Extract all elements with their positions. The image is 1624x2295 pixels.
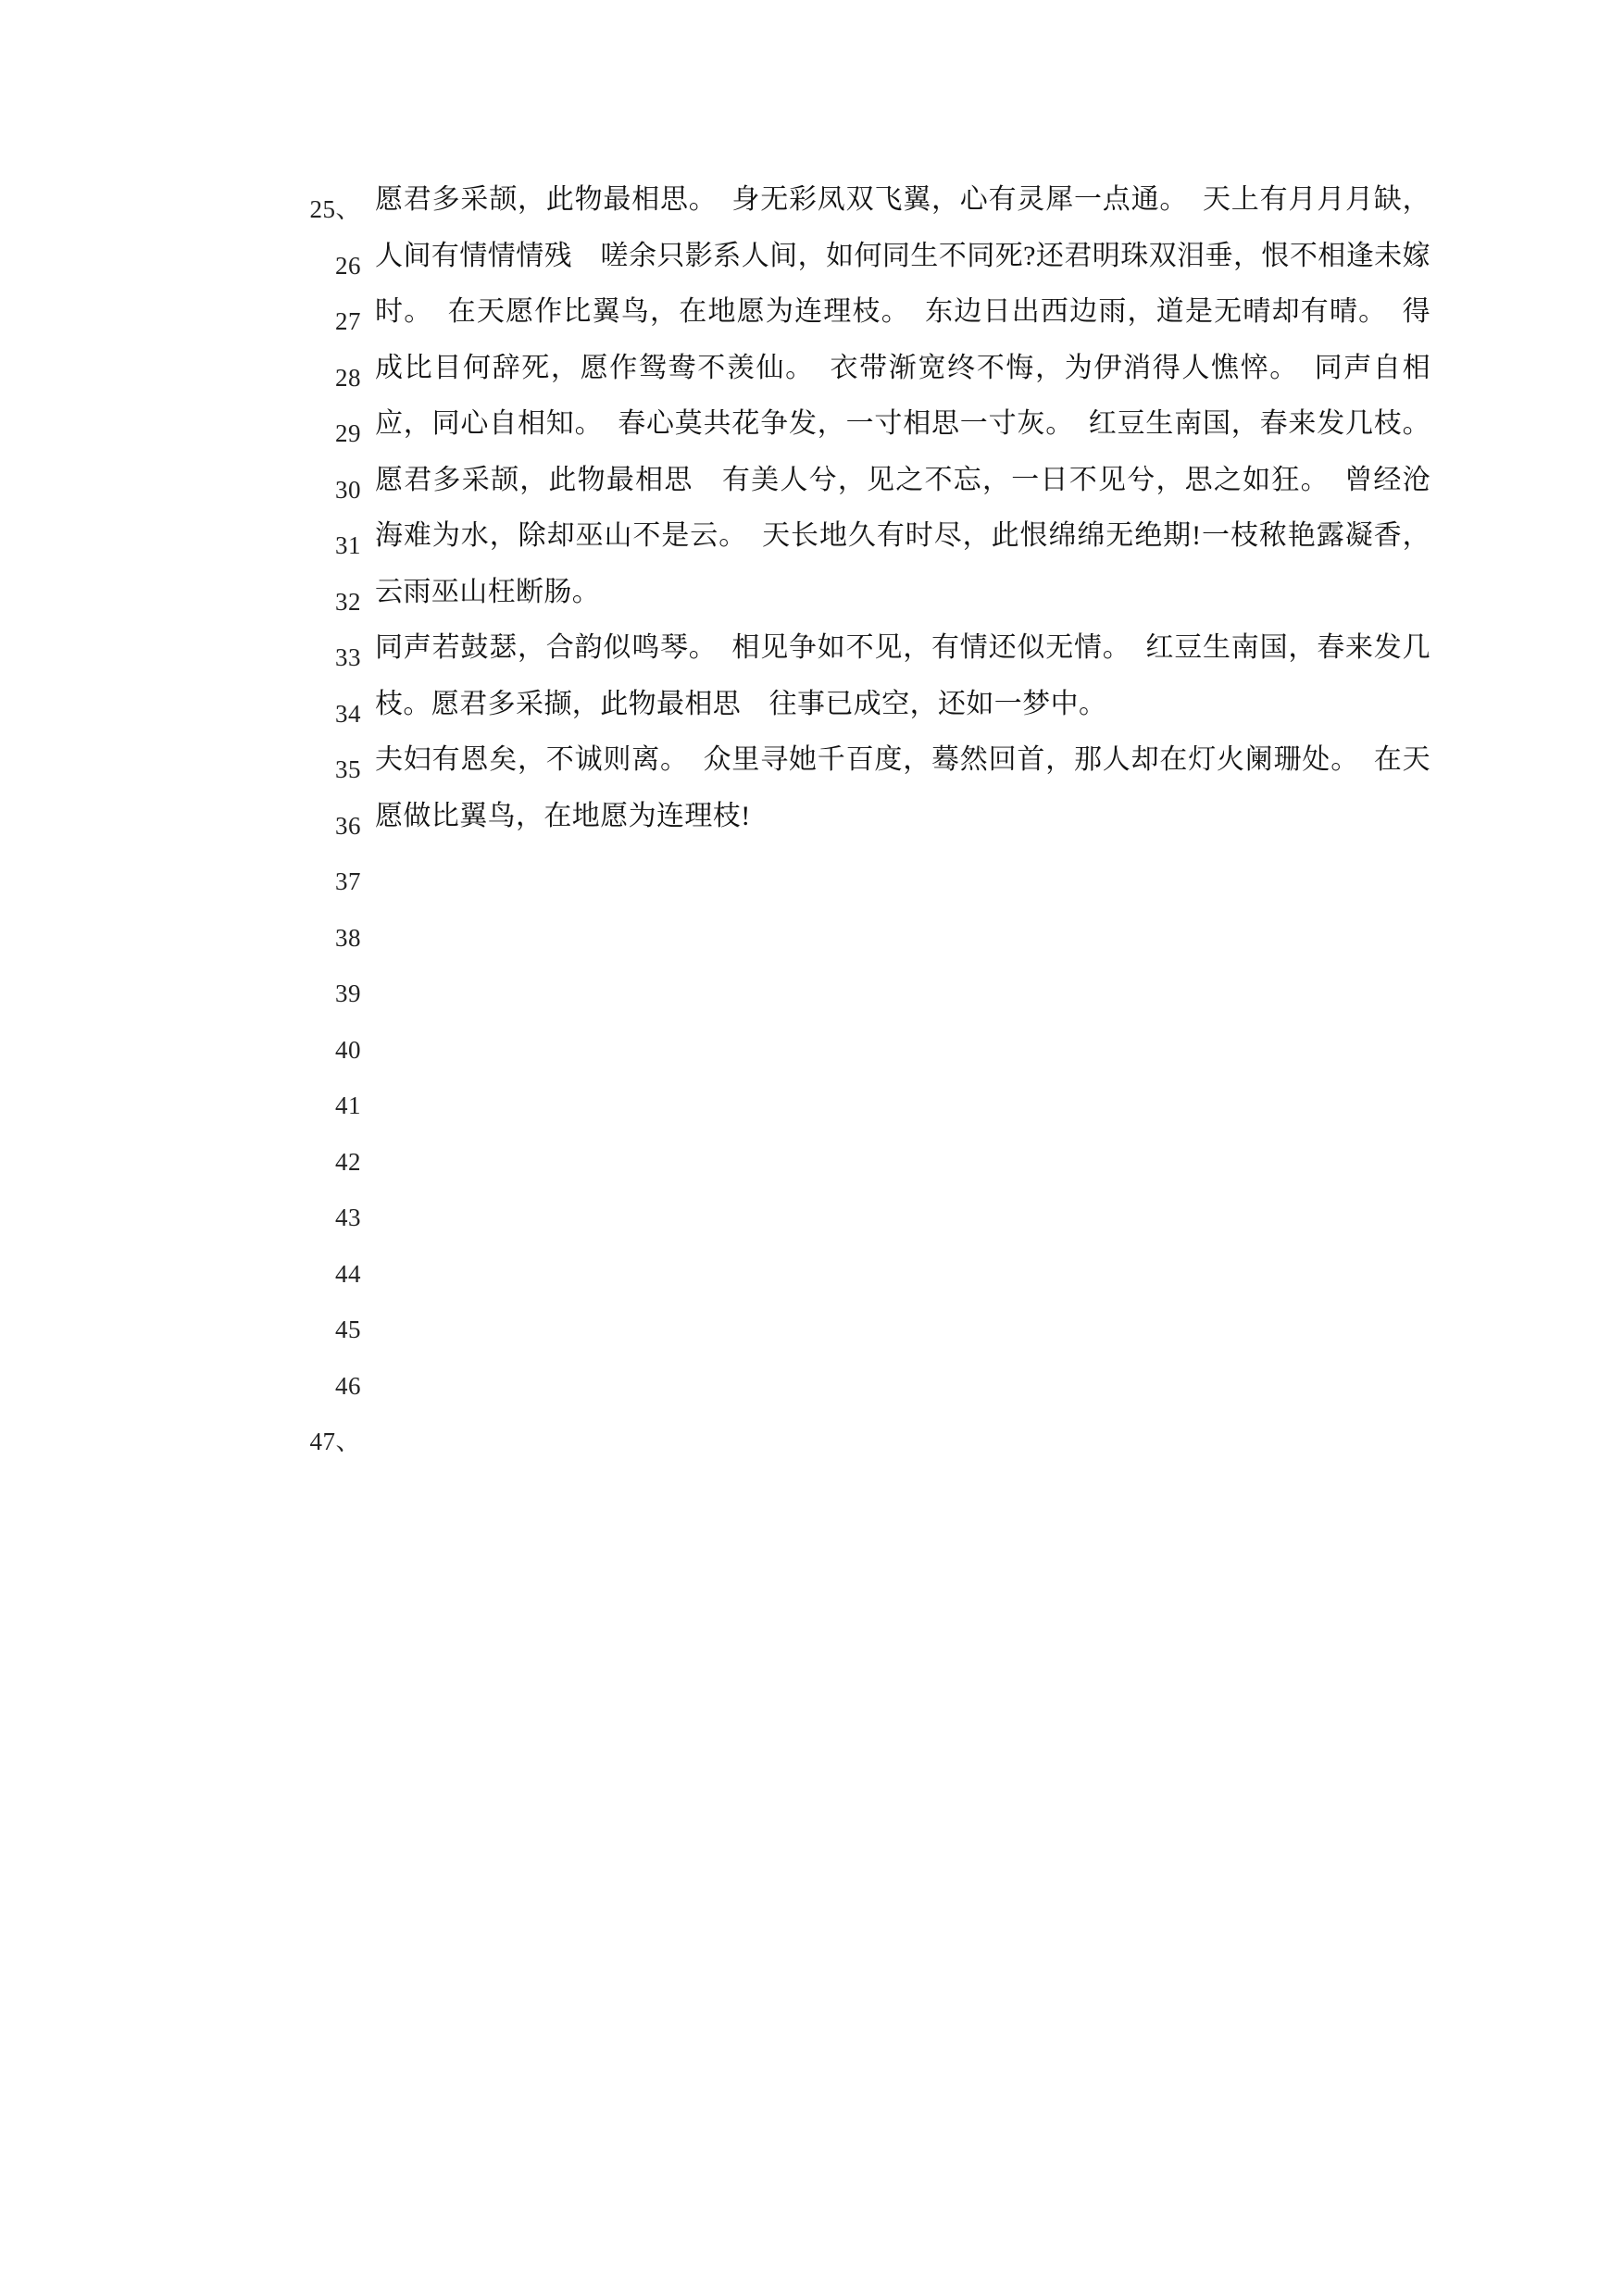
line-number: 44 bbox=[335, 1259, 361, 1288]
line-number: 47、 bbox=[309, 1428, 361, 1455]
paragraph: 同声若鼓瑟，合韵似鸣琴。 相见争如不见，有情还似无情。 红豆生南国，春来发几枝。愿君多采撷，此物最相思 往事已成空，还如一梦中。 bbox=[375, 632, 1430, 719]
line-number: 43 bbox=[335, 1204, 361, 1231]
line-number: 41 bbox=[335, 1091, 361, 1119]
line-number: 42 bbox=[335, 1147, 361, 1176]
line-number: 29 bbox=[335, 419, 361, 447]
line-number: 31 bbox=[335, 531, 361, 559]
line-number: 36 bbox=[335, 811, 361, 840]
line-number: 39 bbox=[335, 979, 361, 1007]
line-number: 35 bbox=[335, 755, 361, 783]
line-number-gutter bbox=[294, 181, 361, 1470]
paragraph: 夫妇有恩矣，不诚则离。 众里寻她千百度，蓦然回首，那人却在灯火阑珊处。 在天愿做比翼鸟，在地愿为连理枝! bbox=[375, 744, 1430, 831]
line-number: 25、 bbox=[309, 195, 361, 223]
paragraph: 愿君多采颉，此物最相思。 身无彩凤双飞翼，心有灵犀一点通。 天上有月月月缺，人间有情情情残 嗟余只影系人间，如何同生不同死?还君明珠双泪垂，恨不相逢未嫁时。 在天愿作比翼鸟，在地愿为连理枝。 东边日出西边雨，道是无晴却有晴。 得成比目何辞死，愿作鸳鸯不羡仙。 衣带渐宽终不悔，为伊消得人憔悴。 同声自相应，同心自相知。 春心莫共花争发，一寸相思一寸灰。 红豆生南国，春来发几枝。愿君多采颉，此物最相思 有美人兮，见之不忘，一日不见兮，思之如狂。 曾经沧海难为水，除却巫山不是云。 天长地久有时尽，此恨绵绵无绝期!一枝秾艳露凝香，云雨巫山枉断肠。 bbox=[375, 184, 1430, 607]
line-number: 32 bbox=[335, 587, 361, 616]
line-number: 38 bbox=[335, 923, 361, 952]
line-number: 37 bbox=[335, 867, 361, 895]
line-number: 28 bbox=[335, 363, 361, 392]
line-number: 45 bbox=[335, 1316, 361, 1343]
line-number: 40 bbox=[335, 1035, 361, 1064]
line-number: 26 bbox=[335, 251, 361, 280]
line-number: 27 bbox=[335, 307, 361, 335]
line-number: 30 bbox=[335, 475, 361, 504]
line-number: 46 bbox=[335, 1371, 361, 1400]
line-number: 34 bbox=[335, 699, 361, 728]
document-body bbox=[375, 172, 1430, 844]
line-number: 33 bbox=[335, 643, 361, 671]
